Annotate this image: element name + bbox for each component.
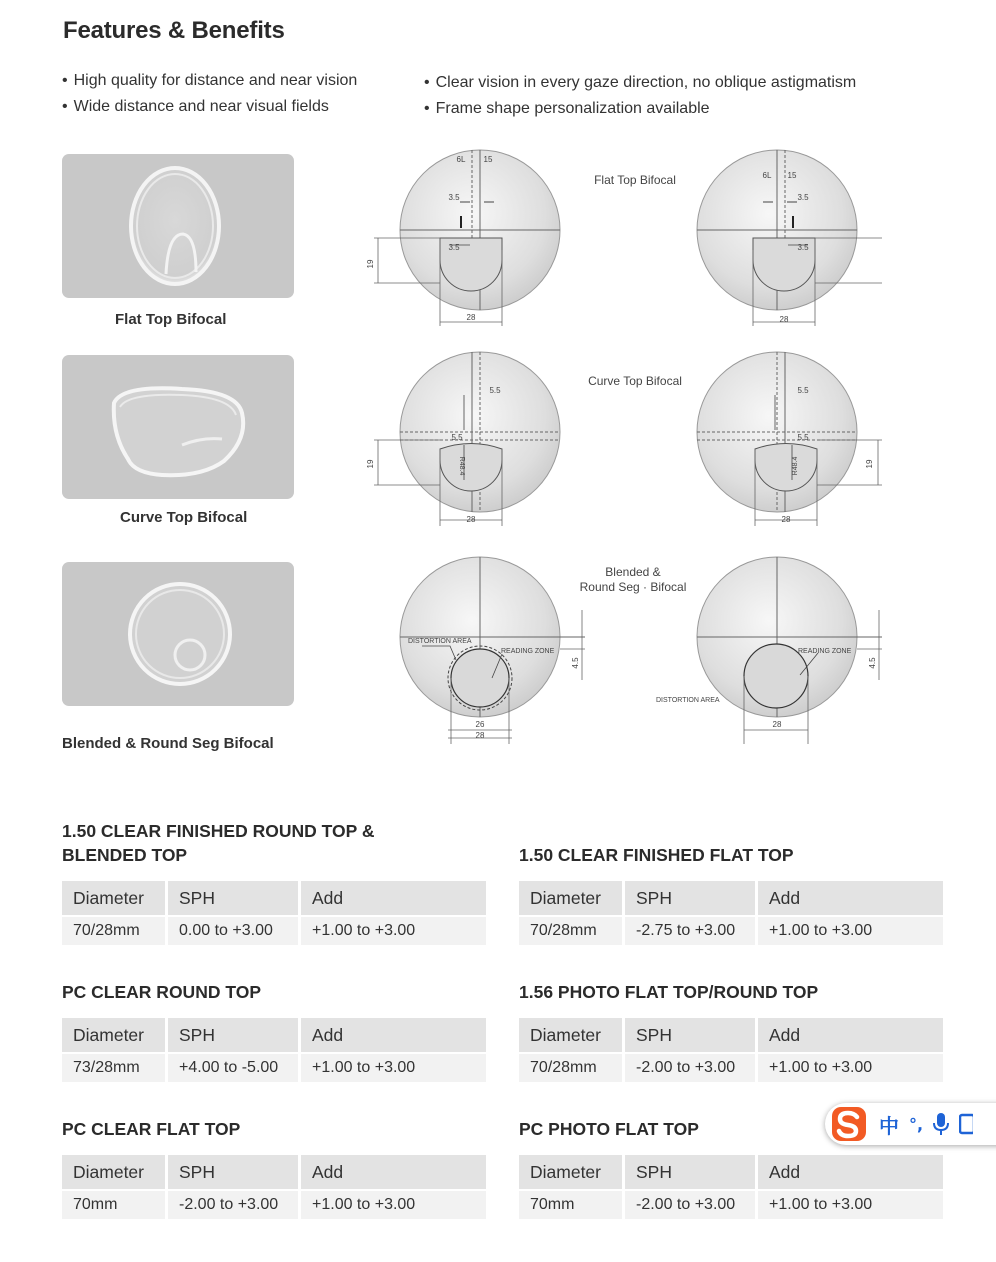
table-title: 1.50 CLEAR FINISHED FLAT TOP	[519, 845, 794, 865]
cell: 73/28mm	[62, 1054, 168, 1082]
flat-top-lens-image	[62, 154, 294, 298]
dim-label: R48.4	[458, 456, 465, 476]
col-header: SPH	[625, 881, 758, 917]
cell: -2.00 to +3.00	[168, 1191, 301, 1219]
curve-top-label: Curve Top Bifocal	[120, 509, 248, 526]
cell: -2.00 to +3.00	[625, 1054, 758, 1082]
spec-table-150-round	[62, 881, 486, 945]
dim-label: 19	[366, 259, 375, 269]
round-seg-lens-image	[62, 562, 294, 706]
dim-label: 3.5	[448, 193, 460, 202]
curve-top-lens-image	[62, 355, 294, 499]
col-header: Diameter	[62, 1155, 168, 1191]
ime-toolbar[interactable]	[825, 1103, 996, 1145]
page-title: Features & Benefits	[63, 17, 285, 44]
cell: +1.00 to +3.00	[301, 917, 486, 945]
dim-label: 15	[483, 155, 493, 164]
col-header: Diameter	[62, 1018, 168, 1054]
dim-label: 5.5	[451, 433, 463, 442]
curve-top-diagram-right	[697, 352, 882, 526]
microphone-icon[interactable]	[933, 1112, 949, 1136]
col-header: Add	[301, 1155, 486, 1191]
col-header: Add	[301, 881, 486, 917]
cell: -2.75 to +3.00	[625, 917, 758, 945]
dim-label: R48.4	[792, 456, 799, 476]
dim-label: 3.5	[797, 193, 809, 202]
dim-label: 19	[865, 459, 874, 469]
feature-list-right	[424, 70, 856, 122]
dim-label: 28	[781, 515, 791, 524]
col-header: Add	[758, 1155, 943, 1191]
feature-item: • Frame shape personalization available	[424, 96, 856, 122]
curve-top-caption: Curve Top Bifocal	[588, 374, 682, 388]
round-seg-diagram-left	[400, 557, 585, 744]
spec-table-156-photo	[519, 1018, 943, 1082]
ime-language-toggle[interactable]: 中	[879, 1113, 899, 1138]
table-title: PC PHOTO FLAT TOP	[519, 1119, 699, 1139]
col-header: SPH	[168, 1018, 301, 1054]
flat-top-diagram-right	[697, 150, 882, 326]
distortion-area-label: DISTORTION AREA	[408, 638, 472, 645]
col-header: Add	[758, 881, 943, 917]
dim-label: 3.5	[448, 243, 460, 252]
col-header: Add	[301, 1018, 486, 1054]
dim-label: 28	[772, 720, 782, 729]
dim-label: 6L	[762, 171, 772, 180]
dim-label: 4.5	[571, 657, 580, 669]
flat-top-caption: Flat Top Bifocal	[594, 173, 676, 187]
col-header: SPH	[625, 1155, 758, 1191]
round-seg-label: Blended & Round Seg Bifocal	[62, 735, 274, 752]
dim-label: 28	[466, 515, 476, 524]
cell: 70/28mm	[62, 917, 168, 945]
spec-table-pc-round	[62, 1018, 486, 1082]
table-title: PC CLEAR FLAT TOP	[62, 1119, 241, 1139]
spec-table-pc-flat	[62, 1155, 486, 1219]
col-header: Diameter	[519, 881, 625, 917]
dim-label: 3.5	[797, 243, 809, 252]
col-header: Diameter	[519, 1018, 625, 1054]
col-header: Add	[758, 1018, 943, 1054]
ime-punctuation-toggle[interactable]: °,	[909, 1114, 924, 1134]
spec-table-150-flat	[519, 881, 943, 945]
dim-label: 5.5	[489, 386, 501, 395]
dim-label: 5.5	[797, 433, 809, 442]
distortion-area-label: DISTORTION AREA	[656, 697, 720, 704]
spec-table-pc-photo	[519, 1155, 943, 1219]
cell: +1.00 to +3.00	[301, 1054, 486, 1082]
dim-label: 19	[366, 459, 375, 469]
table-title	[62, 819, 374, 867]
col-header: Diameter	[62, 881, 168, 917]
feature-list-left	[62, 68, 357, 120]
cell: +1.00 to +3.00	[758, 1054, 943, 1082]
cell: +4.00 to -5.00	[168, 1054, 301, 1082]
cell: 70/28mm	[519, 1054, 625, 1082]
cell: -2.00 to +3.00	[625, 1191, 758, 1219]
cell: +1.00 to +3.00	[758, 1191, 943, 1219]
curve-top-diagram-left	[366, 352, 560, 526]
feature-item: • High quality for distance and near vision	[62, 68, 357, 94]
dim-label: 15	[787, 171, 797, 180]
dim-label: 28	[779, 315, 789, 324]
cell: 0.00 to +3.00	[168, 917, 301, 945]
cell: +1.00 to +3.00	[301, 1191, 486, 1219]
reading-zone-label: READING ZONE	[798, 648, 852, 655]
dim-label: 28	[466, 313, 476, 322]
cell: 70mm	[62, 1191, 168, 1219]
cell: 70mm	[519, 1191, 625, 1219]
reading-zone-label: READING ZONE	[501, 648, 555, 655]
flat-top-diagram-left	[366, 150, 560, 326]
dim-label: 4.5	[868, 657, 877, 669]
bifocal-diagrams	[360, 140, 900, 760]
table-title: 1.56 PHOTO FLAT TOP/ROUND TOP	[519, 982, 819, 1002]
flat-top-label: Flat Top Bifocal	[115, 311, 227, 328]
dim-label: 26	[475, 720, 485, 729]
table-title: PC CLEAR ROUND TOP	[62, 982, 261, 1002]
keyboard-icon[interactable]	[959, 1113, 973, 1135]
dim-label: 6L	[456, 155, 466, 164]
col-header: SPH	[168, 1155, 301, 1191]
title-line: BLENDED TOP	[62, 845, 188, 865]
col-header: SPH	[625, 1018, 758, 1054]
sogou-logo-icon[interactable]	[829, 1104, 869, 1144]
cell: 70/28mm	[519, 917, 625, 945]
title-line: 1.50 CLEAR FINISHED ROUND TOP &	[62, 821, 375, 841]
round-seg-caption	[568, 565, 698, 595]
col-header: SPH	[168, 881, 301, 917]
dim-label: 5.5	[797, 386, 809, 395]
col-header: Diameter	[519, 1155, 625, 1191]
caption-line: Round Seg · Bifocal	[579, 580, 687, 594]
feature-item: • Clear vision in every gaze direction, no oblique astigmatism	[424, 70, 856, 96]
cell: +1.00 to +3.00	[758, 917, 943, 945]
caption-line: Blended &	[605, 565, 661, 579]
feature-item: • Wide distance and near visual fields	[62, 94, 357, 120]
dim-label: 28	[475, 731, 485, 740]
